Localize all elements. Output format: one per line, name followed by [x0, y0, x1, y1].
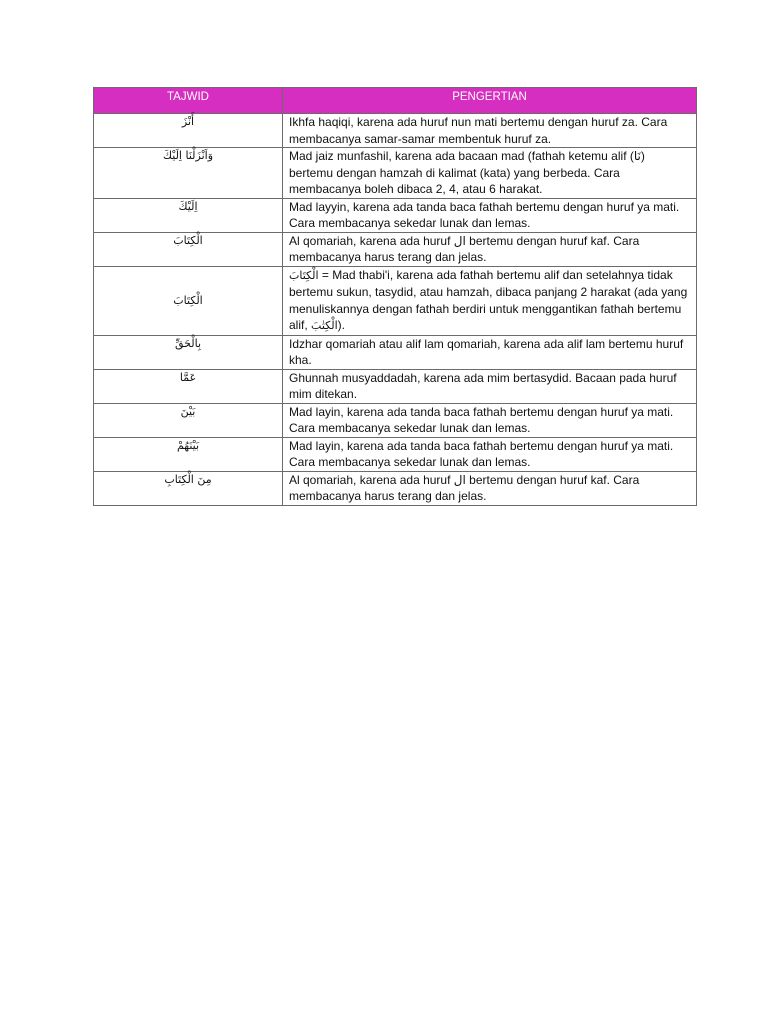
tajwid-cell: بِالْحَقِّ: [94, 335, 283, 369]
pengertian-arabic-tail: الْكِتٰبَ: [311, 319, 338, 332]
tajwid-cell: الْكِتَابَ: [94, 266, 283, 335]
table-row: [94, 369, 697, 403]
pengertian-cell: Al qomariah, karena ada huruf ال bertemu dengan huruf kaf. Cara membacanya harus terang dan jelas.: [283, 471, 697, 505]
table-row: [94, 114, 697, 148]
tajwid-cell: أَنْزَ: [94, 114, 283, 148]
table-row: [94, 232, 697, 266]
pengertian-cell: Idzhar qomariah atau alif lam qomariah, karena ada alif lam bertemu huruf kha.: [283, 335, 697, 369]
table-row: [94, 403, 697, 437]
pengertian-cell: Mad layyin, karena ada tanda baca fathah bertemu dengan huruf ya mati. Cara membacanya sekedar lunak dan lemas.: [283, 198, 697, 232]
tajwid-cell: بَيْنَهُمْ: [94, 437, 283, 471]
pengertian-cell: Al qomariah, karena ada huruf ال bertemu dengan huruf kaf. Cara membacanya harus terang dan jelas.: [283, 232, 697, 266]
pengertian-text: = Mad thabi'i, karena ada fathah bertemu alif dan setelahnya tidak bertemu sukun, tasydid, atau hamzah, dibaca panjang 2 harakat (ada yang menuliskannya dengan fathah berdiri untuk menggantikan fathah bertemu alif,: [289, 267, 688, 332]
pengertian-cell: Ghunnah musyaddadah, karena ada mim bertasydid. Bacaan pada huruf mim ditekan.: [283, 369, 697, 403]
table-header-row: [94, 88, 697, 114]
table-row: [94, 471, 697, 505]
pengertian-cell: Ikhfa haqiqi, karena ada huruf nun mati bertemu dengan huruf za. Cara membacanya samar-samar membentuk huruf za.: [283, 114, 697, 148]
tajwid-cell: الْكِتَابَ: [94, 232, 283, 266]
tajwid-cell: عَمَّا: [94, 369, 283, 403]
pengertian-cell: Mad layin, karena ada tanda baca fathah bertemu dengan huruf ya mati. Cara membacanya sekedar lunak dan lemas.: [283, 437, 697, 471]
pengertian-arabic-lead: الْكِتَابَ: [289, 268, 319, 282]
header-tajwid: TAJWID: [94, 88, 283, 114]
tajwid-cell: بَيْنَ: [94, 403, 283, 437]
pengertian-cell: Mad layin, karena ada tanda baca fathah bertemu dengan huruf ya mati. Cara membacanya sekedar lunak dan lemas.: [283, 403, 697, 437]
tajwid-cell: مِنَ الْكِتَابِ: [94, 471, 283, 505]
pengertian-cell: [283, 266, 697, 335]
table-row: [94, 437, 697, 471]
header-pengertian: PENGERTIAN: [283, 88, 697, 114]
tajwid-cell: وَاَنْزَلْنَا اِلَيْكَ: [94, 148, 283, 199]
tajwid-cell: اِلَيْكَ: [94, 198, 283, 232]
table-row: [94, 335, 697, 369]
pengertian-cell: Mad jaiz munfashil, karena ada bacaan mad (fathah ketemu alif (نَا) bertemu dengan hamzah di kalimat (kata) yang berbeda. Cara membacanya boleh dibaca 2, 4, atau 6 harakat.: [283, 148, 697, 199]
table-row: [94, 148, 697, 199]
tajwid-table: [93, 87, 697, 506]
table-row: [94, 266, 697, 335]
pengertian-text-end: ).: [337, 318, 345, 332]
table-row: [94, 198, 697, 232]
